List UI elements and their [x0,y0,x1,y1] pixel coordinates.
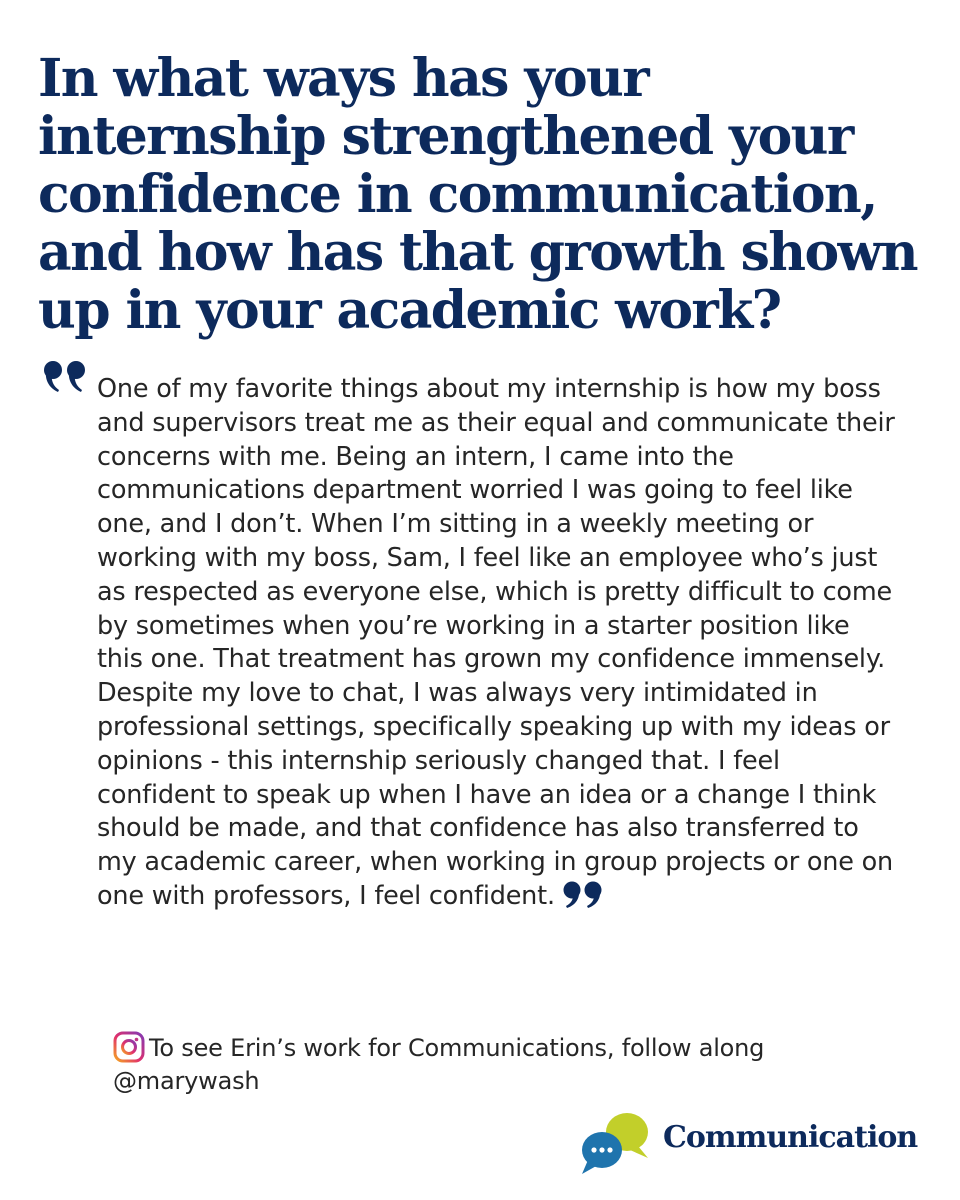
social-text: To see Erin’s work for Communications, follow along [149,1034,765,1062]
instagram-icon [113,1031,145,1063]
social-handle[interactable]: @marywash [113,1067,260,1095]
quote-block [97,373,897,914]
brand-logo [578,1108,928,1178]
brand-name: Communication [663,1120,918,1155]
social-follow [113,1031,893,1098]
open-quote-icon [42,360,90,396]
close-quote-icon [561,880,605,910]
quote-text: One of my favorite things about my internship is how my boss and supervisors treat me as their equal and communicate their concerns with me. Being an intern, I came into the communications department worried I was going to feel like one, and I don’t. When I’m sitting in a weekly meeting or working with my boss, Sam, I feel like an employee who’s just as respected as everyone else, which is pretty difficult to come by sometimes when you’re working in a starter position like this one. That treatment has grown my confidence immensely. Despite my love to chat, I was always very intimidated in professional settings, specifically speaking up with my ideas or opinions - this internship seriously changed that. I feel confident to speak up when I have an idea or a change I think should be made, and that confidence has also transferred to my academic career, when working in group projects or one on one with professors, I feel confident. [97,374,895,911]
speech-bubbles-icon [578,1108,653,1176]
headline: In what ways has your internship strengthened your confidence in communication, and how has that growth shown up in your academic work? [38,48,917,341]
